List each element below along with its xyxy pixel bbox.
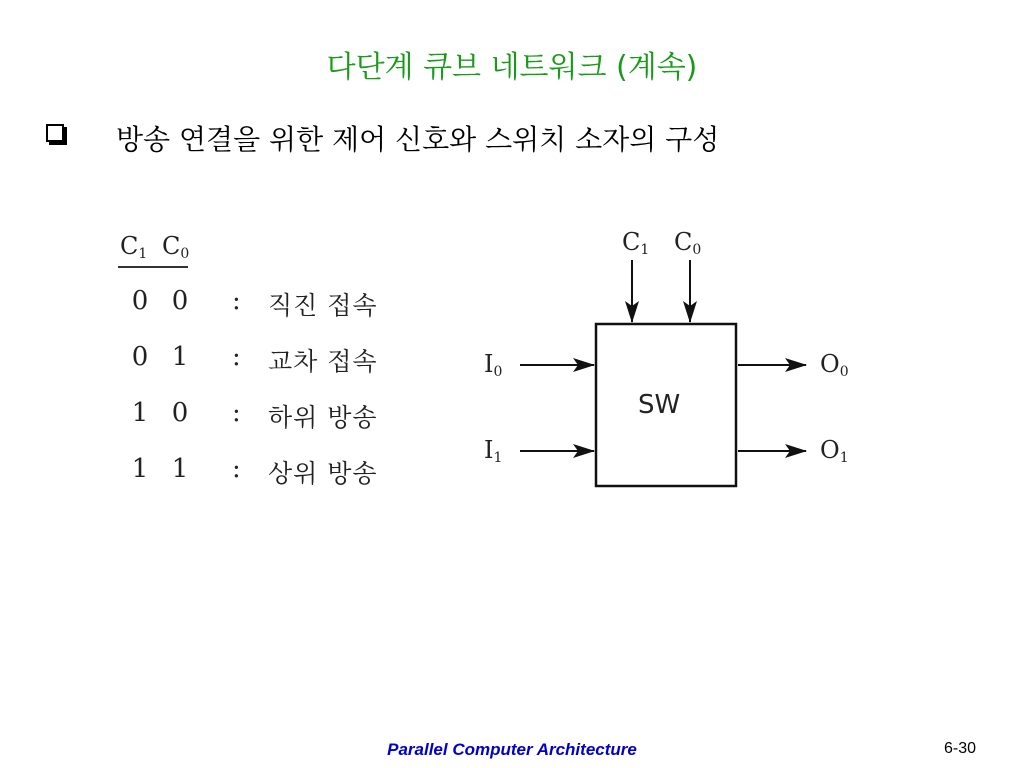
c0-value: 1 xyxy=(171,342,189,372)
input-i1-label: $I_1$ xyxy=(484,436,503,466)
c0-value: 0 xyxy=(171,398,189,428)
c1-value: 0 xyxy=(131,286,149,316)
separator: : xyxy=(232,398,241,428)
c1-value: 0 xyxy=(131,342,149,372)
header-divider xyxy=(118,266,188,268)
control-c1-label: $C_1$ xyxy=(622,228,650,258)
mode-description: 교차 접속 xyxy=(268,347,378,376)
separator: : xyxy=(232,342,241,372)
c0-value: 0 xyxy=(171,286,189,316)
input-i0-label: $I_0$ xyxy=(484,350,503,380)
bullet-text: 방송 연결을 위한 제어 신호와 스위치 소자의 구성 xyxy=(116,123,720,156)
output-o1-label: $O_1$ xyxy=(820,436,849,466)
separator: : xyxy=(232,454,241,484)
c1-value: 1 xyxy=(131,454,149,484)
output-o0-label: $O_0$ xyxy=(820,350,849,380)
header-c1: $C_1$ xyxy=(120,232,148,262)
switch-label: SW xyxy=(638,390,681,420)
mode-description: 상위 방송 xyxy=(268,459,378,488)
table-header xyxy=(120,232,204,262)
footer-course-title: Parallel Computer Architecture xyxy=(387,740,637,759)
separator: : xyxy=(232,286,241,316)
switch-diagram-svg xyxy=(470,220,850,510)
page-number: 6-30 xyxy=(944,740,977,757)
mode-description: 직진 접속 xyxy=(268,291,378,320)
checkbox-bullet-icon xyxy=(46,124,64,142)
c1-value: 1 xyxy=(131,398,149,428)
c0-value: 1 xyxy=(171,454,189,484)
mode-description: 하위 방송 xyxy=(268,403,378,432)
switch-diagram xyxy=(470,220,850,510)
header-c0: $C_0$ xyxy=(162,232,190,262)
control-c0-label: $C_0$ xyxy=(674,228,702,258)
slide-title: 다단계 큐브 네트워크 (계속) xyxy=(326,50,698,85)
